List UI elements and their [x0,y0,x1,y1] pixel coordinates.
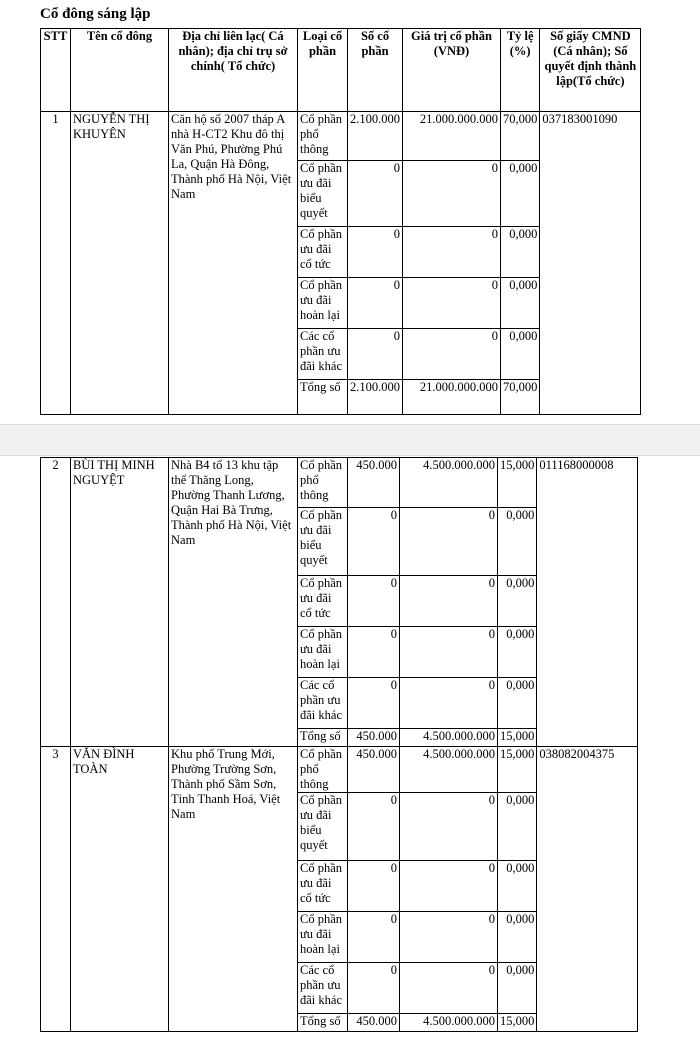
value-cell: 4.500.000.000 [400,1014,498,1032]
shares-cell: 450.000 [348,458,400,508]
value-cell: 21.000.000.000 [403,112,501,161]
share-type-cell: Cổ phần phổ thông [298,458,348,508]
share-row [41,747,638,793]
value-cell: 0 [400,508,498,576]
share-type-cell: Cổ phần ưu đãi biểu quyết [298,161,348,227]
value-cell: 0 [400,576,498,627]
header-name: Tên cổ đông [71,29,169,112]
share-type-cell: Cổ phần ưu đãi cổ tức [298,576,348,627]
value-cell: 4.500.000.000 [400,747,498,793]
id-number-cell: 011168000008 [537,458,638,747]
name-cell: NGUYỄN THỊ KHUYÊN [71,112,169,415]
ratio-cell: 0,000 [498,576,537,627]
value-cell: 0 [400,912,498,963]
ratio-cell: 0,000 [501,278,540,329]
share-type-cell: Cổ phần phổ thông [298,112,348,161]
share-type-cell: Cổ phần ưu đãi cổ tức [298,861,348,912]
shareholder-group [41,458,638,747]
ratio-cell: 0,000 [498,508,537,576]
id-number-cell: 038082004375 [537,747,638,1032]
shares-cell: 0 [348,161,403,227]
shares-cell: 0 [348,278,403,329]
share-type-cell: Tổng số [298,380,348,415]
ratio-cell: 0,000 [501,227,540,278]
header-id: Số giấy CMND (Cá nhân); Số quyết định thành lập(Tổ chức) [540,29,641,112]
header-type: Loại cổ phần [298,29,348,112]
shareholder-table-page-2 [40,457,638,1032]
share-type-cell: Cổ phần ưu đãi biểu quyết [298,508,348,576]
share-type-cell: Cổ phần phổ thông [298,747,348,793]
ratio-cell: 15,000 [498,729,537,747]
share-type-cell: Các cổ phần ưu đãi khác [298,963,348,1014]
shareholder-table-page-1 [40,28,641,415]
shares-cell: 0 [348,227,403,278]
share-type-cell: Cổ phần ưu đãi cổ tức [298,227,348,278]
stt-cell: 1 [41,112,71,415]
value-cell: 4.500.000.000 [400,458,498,508]
ratio-cell: 0,000 [498,793,537,861]
stt-cell: 2 [41,458,71,747]
value-cell: 21.000.000.000 [403,380,501,415]
header-row [41,29,641,112]
shares-cell: 0 [348,508,400,576]
share-type-cell: Các cổ phần ưu đãi khác [298,329,348,380]
share-row [41,458,638,508]
ratio-cell: 70,000 [501,380,540,415]
shares-cell: 450.000 [348,729,400,747]
stt-cell: 3 [41,747,71,1032]
header-ratio: Tỷ lệ (%) [501,29,540,112]
address-cell: Nhà B4 tổ 13 khu tập thể Thăng Long, Phường Thanh Lương, Quận Hai Bà Trưng, Thành phố Hà Nội, Việt Nam [169,458,298,747]
share-type-cell: Cổ phần ưu đãi hoàn lại [298,627,348,678]
shares-cell: 0 [348,329,403,380]
address-cell: Khu phố Trung Mới, Phường Trường Sơn, Thành phố Sầm Sơn, Tỉnh Thanh Hoá, Việt Nam [169,747,298,1032]
shares-cell: 450.000 [348,1014,400,1032]
share-type-cell: Cổ phần ưu đãi hoàn lại [298,912,348,963]
value-cell: 0 [403,161,501,227]
share-type-cell: Cổ phần ưu đãi hoàn lại [298,278,348,329]
id-number-cell: 037183001090 [540,112,641,415]
value-cell: 4.500.000.000 [400,729,498,747]
ratio-cell: 0,000 [501,161,540,227]
ratio-cell: 0,000 [501,329,540,380]
shares-cell: 450.000 [348,747,400,793]
value-cell: 0 [403,329,501,380]
ratio-cell: 0,000 [498,912,537,963]
shares-cell: 0 [348,793,400,861]
share-type-cell: Cổ phần ưu đãi biểu quyết [298,793,348,861]
shares-cell: 0 [348,627,400,678]
ratio-cell: 70,000 [501,112,540,161]
ratio-cell: 15,000 [498,1014,537,1032]
name-cell: BÙI THỊ MINH NGUYỆT [71,458,169,747]
header-address: Địa chỉ liên lạc( Cá nhân); địa chỉ trụ sở chính( Tổ chức) [169,29,298,112]
address-cell: Căn hộ số 2007 tháp A nhà H-CT2 Khu đô thị Văn Phú, Phường Phú La, Quận Hà Đông, Thành phố Hà Nội, Việt Nam [169,112,298,415]
page-break [0,424,700,456]
page-title: Cổ đông sáng lập [40,6,151,22]
shares-cell: 0 [348,861,400,912]
header-shares: Số cổ phần [348,29,403,112]
share-type-cell: Tổng số [298,729,348,747]
ratio-cell: 15,000 [498,458,537,508]
share-type-cell: Tổng số [298,1014,348,1032]
shares-cell: 2.100.000 [348,380,403,415]
ratio-cell: 0,000 [498,963,537,1014]
value-cell: 0 [403,278,501,329]
ratio-cell: 0,000 [498,627,537,678]
share-row [41,112,641,161]
ratio-cell: 0,000 [498,861,537,912]
header-stt: STT [41,29,71,112]
shareholder-group [41,112,641,415]
value-cell: 0 [400,678,498,729]
ratio-cell: 15,000 [498,747,537,793]
shares-cell: 0 [348,912,400,963]
value-cell: 0 [403,227,501,278]
value-cell: 0 [400,627,498,678]
share-type-cell: Các cổ phần ưu đãi khác [298,678,348,729]
value-cell: 0 [400,861,498,912]
shares-cell: 0 [348,576,400,627]
shareholder-group [41,747,638,1032]
header-value: Giá trị cổ phần (VNĐ) [403,29,501,112]
value-cell: 0 [400,963,498,1014]
shares-cell: 2.100.000 [348,112,403,161]
name-cell: VĂN ĐÌNH TOÀN [71,747,169,1032]
shares-cell: 0 [348,678,400,729]
ratio-cell: 0,000 [498,678,537,729]
value-cell: 0 [400,793,498,861]
shares-cell: 0 [348,963,400,1014]
